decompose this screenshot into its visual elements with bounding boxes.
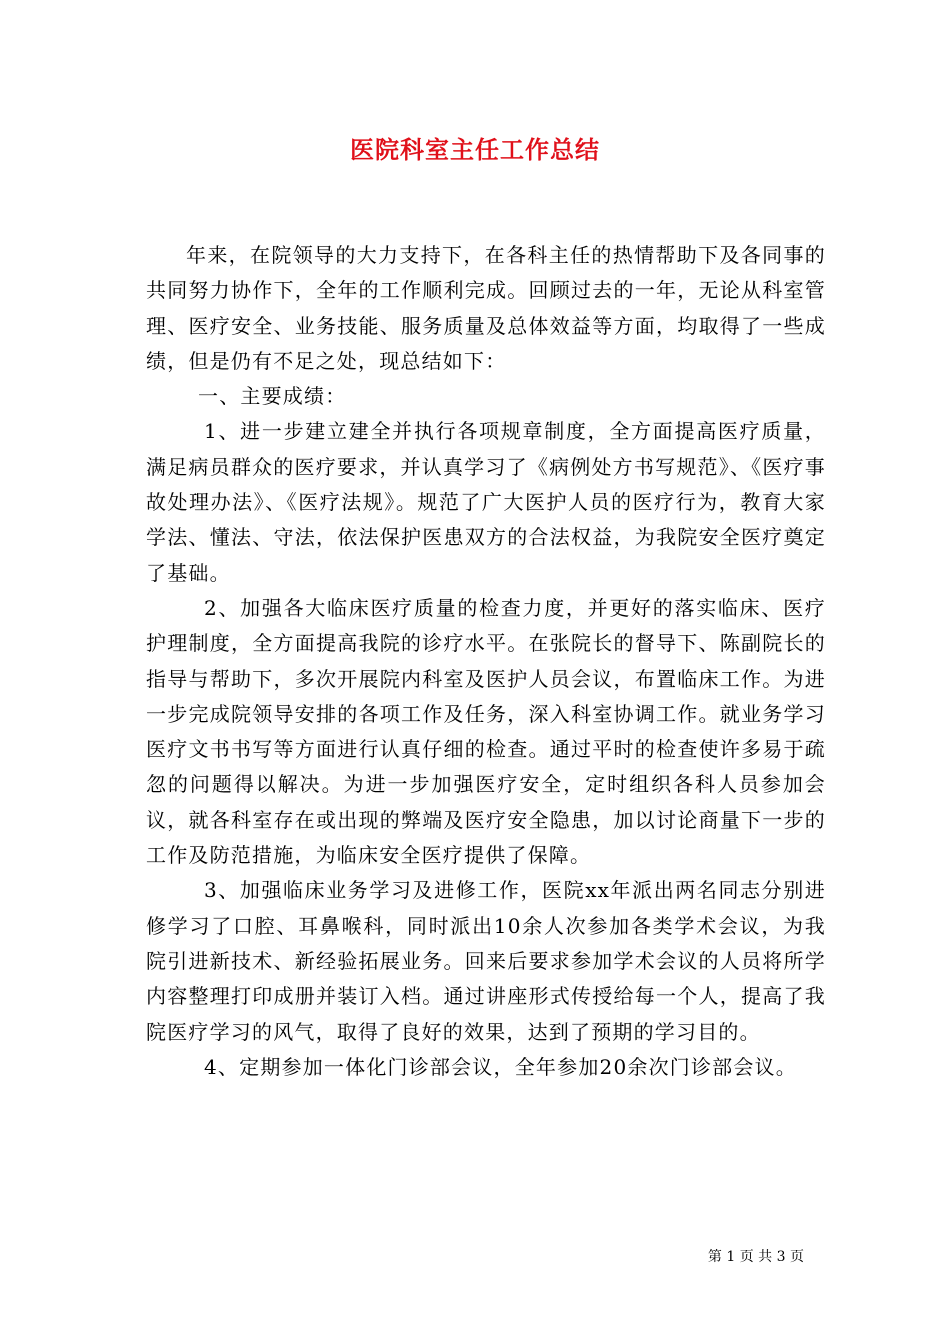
item-paragraph-1: 1、进一步建立建全并执行各项规章制度，全方面提高医疗质量，满足病员群众的医疗要求，并认真学习了《病例处方书写规范》、《医疗事故处理办法》、《医疗法规》。规范了广大医护人员的医疗行为，教育大家学法、懂法、守法，依法保护医患双方的合法权益，为我院安全医疗奠定了基础。: [146, 419, 826, 585]
intro-paragraph: 年来，在院领导的大力支持下，在各科主任的热情帮助下及各同事的共同努力协作下，全年的工作顺利完成。回顾过去的一年，无论从科室管理、医疗安全、业务技能、服务质量及总体效益等方面，均取得了一些成绩，但是仍有不足之处，现总结如下：: [146, 243, 826, 373]
document-body: [146, 238, 826, 1085]
page-number: 第 1 页 共 3 页: [707, 1249, 804, 1265]
document-title: 医院科室主任工作总结: [350, 136, 600, 164]
item-paragraph-3: 3、加强临床业务学习及进修工作，医院xx年派出两名同志分别进修学习了口腔、耳鼻喉科，同时派出10余人次参加各类学术会议，为我院引进新技术、新经验拓展业务。回来后要求参加学术会议的人员将所学内容整理打印成册并装订入档。通过讲座形式传授给每一个人，提高了我院医疗学习的风气，取得了良好的效果，达到了预期的学习目的。: [146, 878, 826, 1044]
item-paragraph-2: 2、加强各大临床医疗质量的检查力度，并更好的落实临床、医疗护理制度，全方面提高我院的诊疗水平。在张院长的督导下、陈副院长的指导与帮助下，多次开展院内科室及医护人员会议，布置临床工作。为进一步完成院领导安排的各项工作及任务，深入科室协调工作。就业务学习医疗文书书写等方面进行认真仔细的检查。通过平时的检查使许多易于疏忽的问题得以解决。为进一步加强医疗安全，定时组织各科人员参加会议，就各科室存在或出现的弊端及医疗安全隐患，加以讨论商量下一步的工作及防范措施，为临床安全医疗提供了保障。: [146, 595, 826, 868]
section-heading: 一、主要成绩：: [198, 384, 347, 409]
item-paragraph-4: 4、定期参加一体化门诊部会议，全年参加20余次门诊部会议。: [204, 1054, 797, 1079]
